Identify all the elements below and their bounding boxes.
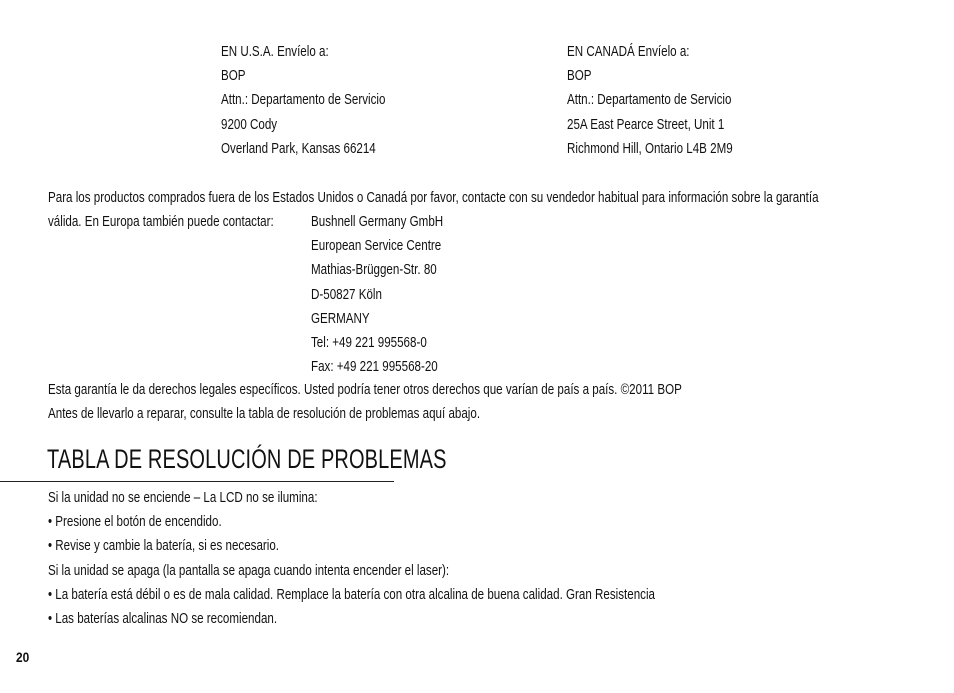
troubleshooting-title: TABLA DE RESOLUCIÓN DE PROBLEMAS — [47, 444, 447, 474]
warranty-rights-text: Esta garantía le da derechos legales específicos. Usted podría tener otros derechos que varían de país a país. ©2011 BOP — [48, 382, 682, 398]
usa-address-block — [221, 40, 385, 161]
canada-address-attn: Attn.: Departamento de Servicio — [567, 92, 732, 109]
problem-no-power: Si la unidad no se enciende – La LCD no se ilumina: — [48, 490, 318, 506]
canada-address-street: 25A East Pearce Street, Unit 1 — [567, 116, 725, 133]
intro-line-1: Para los productos comprados fuera de los Estados Unidos o Canadá por favor, contacte con su vendedor habitual para información sobre la garantía — [48, 190, 819, 206]
before-repair-text: Antes de llevarlo a reparar, consulte la tabla de resolución de problemas aquí abajo. — [48, 406, 481, 423]
europe-address-company: Bushnell Germany GmbH — [311, 214, 444, 230]
solution-check-battery: • Revise y cambie la batería, si es necesario. — [48, 538, 280, 555]
title-divider — [0, 481, 394, 482]
note-alkaline-not-recommended: • Las baterías alcalinas NO se recomiendan. — [48, 611, 278, 628]
europe-address-city: D-50827 Köln — [311, 286, 382, 303]
problem-shuts-off: Si la unidad se apaga (la pantalla se apaga cuando intenta encender el laser): — [48, 562, 450, 579]
europe-address-phone: Tel: +49 221 995568-0 — [311, 335, 427, 352]
canada-address-city: Richmond Hill, Ontario L4B 2M9 — [567, 140, 733, 157]
solution-replace-battery: • La batería está débil o es de mala calidad. Remplace la batería con otra alcalina de buena calidad. Gran Resistencia — [48, 586, 655, 603]
europe-address-street: Mathias-Brüggen-Str. 80 — [311, 262, 437, 279]
page-number: 20 — [16, 649, 30, 665]
usa-address-city: Overland Park, Kansas 66214 — [221, 140, 376, 157]
europe-address-fax: Fax: +49 221 995568-20 — [311, 359, 438, 376]
usa-address-company: BOP — [221, 68, 246, 85]
closing-paragraph — [48, 378, 682, 426]
canada-address-block — [567, 40, 733, 161]
usa-address-street: 9200 Cody — [221, 116, 278, 133]
intro-line-2: válida. En Europa también puede contactar: — [48, 214, 274, 231]
europe-address-centre: European Service Centre — [311, 238, 442, 255]
canada-address-heading: EN CANADÁ Envíelo a: — [567, 44, 690, 60]
europe-address-country: GERMANY — [311, 310, 370, 327]
europe-address-block — [311, 210, 443, 379]
solution-press-power: • Presione el botón de encendido. — [48, 514, 222, 531]
canada-address-company: BOP — [567, 68, 592, 85]
usa-address-heading: EN U.S.A. Envíelo a: — [221, 44, 329, 60]
usa-address-attn: Attn.: Departamento de Servicio — [221, 92, 386, 109]
troubleshooting-list — [48, 486, 655, 631]
